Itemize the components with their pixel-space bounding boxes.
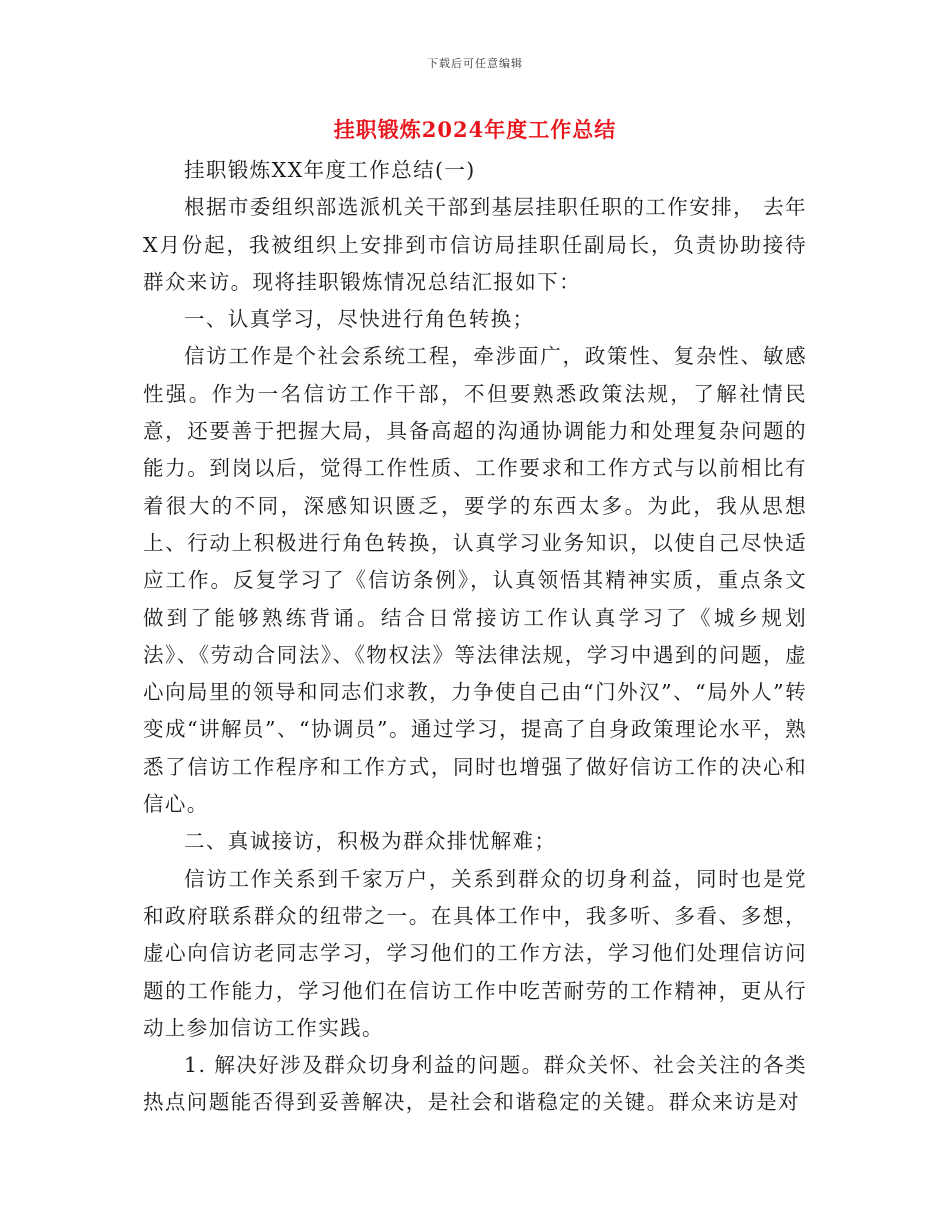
- intro-paragraph: 根据市委组织部选派机关干部到基层挂职任职的工作安排， 去年X月份起，我被组织上安排到市信访局挂职任副局长，负责协助接待群众来访。现将挂职锻炼情况总结汇报如下：: [143, 195, 807, 294]
- body-paragraph: 信访工作是个社会系统工程，牵涉面广，政策性、复杂性、敏感性强。作为一名信访工作干部，不但要熟悉政策法规，了解社情民意，还要善于把握大局，具备高超的沟通协调能力和处理复杂问题的能力。到岗以后，觉得工作性质、工作要求和工作方式与以前相比有着很大的不同，深感知识匮乏，要学的东西太多。为此，我从思想上、行动上积极进行角色转换，认真学习业务知识，以使自己尽快适应工作。反复学习了《信访条例》，认真领悟其精神实质，重点条文做到了能够熟练背诵。结合日常接访工作认真学习了《城乡规划法》、《劳动合同法》、《物权法》等法律法规，学习中遇到的问题，虚心向局里的领导和同志们求教，力争使自己由“门外汉”、“局外人”转变成“讲解员”、“协调员”。通过学习，提高了自身政策理论水平，熟悉了信访工作程序和工作方式，同时也增强了做好信访工作的决心和信心。: [143, 344, 807, 817]
- list-item-paragraph: 1. 解决好涉及群众切身利益的问题。群众关怀、社会关注的各类热点问题能否得到妥善解决，是社会和谐稳定的关键。群众来访是对: [143, 1053, 807, 1115]
- section-heading-1: 一、认真学习，尽快进行角色转换；: [184, 307, 535, 332]
- document-title: 挂职锻炼2024年度工作总结: [333, 117, 617, 142]
- body-paragraph: 信访工作关系到千家万户，关系到群众的切身利益，同时也是党和政府联系群众的纽带之一。在具体工作中，我多听、多看、多想，虚心向信访老同志学习，学习他们的工作方法，学习他们处理信访问题的工作能力，学习他们在信访工作中吃苦耐劳的工作精神，更从行动上参加信访工作实践。: [143, 866, 807, 1040]
- page-header-note: 下载后可任意编辑: [427, 57, 523, 70]
- document-body: [143, 152, 807, 1122]
- section-heading-2: 二、真诚接访，积极为群众排忧解难；: [184, 829, 557, 854]
- subtitle-paragraph: 挂职锻炼XX年度工作总结(一): [184, 158, 476, 182]
